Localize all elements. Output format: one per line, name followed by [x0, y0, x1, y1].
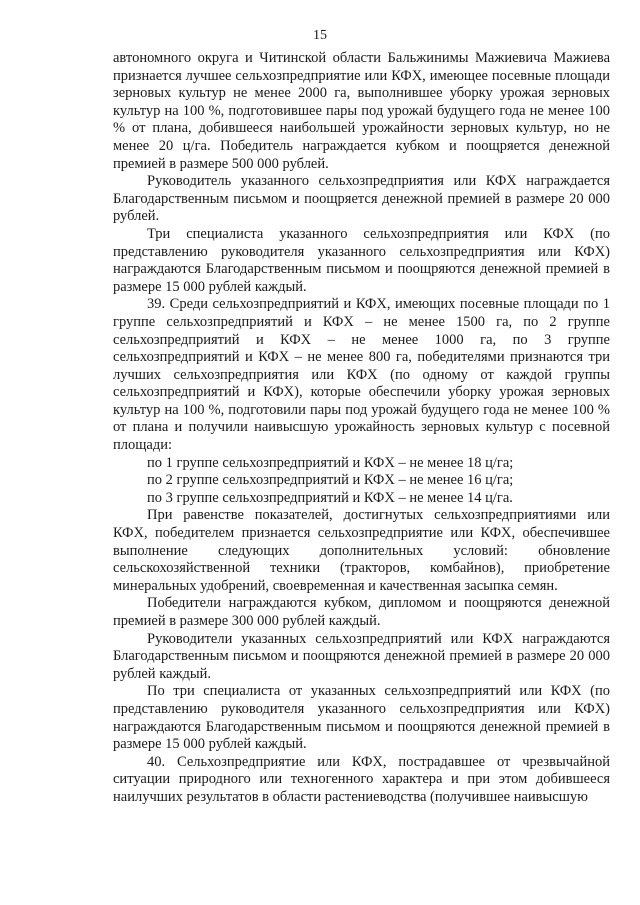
list-item-group-1: по 1 группе сельхозпредприятий и КФХ – не менее 18 ц/га;	[147, 454, 514, 471]
paragraph-heads-award: Руководители указанных сельхозпредприятий или КФХ награждаются Благодарственным письмом и поощряются денежной премией в размере 20 000 рублей каждый.	[113, 630, 610, 682]
paragraph-clause-39: 39. Среди сельхозпредприятий и КФХ, имеющих посевные площади по 1 группе сельхозпредприятий и КФХ – не менее 1500 га, по 2 группе сельхозпредприятий и КФХ – не менее 1000 га, по 3 группе сельхозпредприятий и КФХ – не менее 800 га, победителями признаются три лучших сельхозпредприятия или КФХ (по одному от каждой группы сельхозпредприятий и КФХ), которые обеспечили уборку урожая зерновых культур на 100 %, подготовили пары под урожай будущего года не менее 100 % от плана и получили наивысшую урожайность зерновых культур с посевной площади:	[113, 296, 610, 454]
body-text	[113, 50, 610, 807]
paragraph-continuation: автономного округа и Читинской области Бальжинимы Мажиевича Мажиева признается лучшее сельхозпредприятие или КФХ, имеющее посевные площади зерновых культур не менее 2000 га, выполнившее уборку урожая зерновых культур на 100 %, подготовившее пары под урожай будущего года не менее 100 % от плана, добившееся наибольшей урожайности зерновых культур, но не менее 20 ц/га. Победитель награждается кубком и поощряется денежной премией в размере 500 000 рублей.	[113, 50, 610, 172]
paragraph-winners-award: Победители награждаются кубком, дипломом и поощряются денежной премией в размере 300 000 рублей каждый.	[113, 595, 610, 629]
paragraph-specialists-award-2: По три специалиста от указанных сельхозпредприятий или КФХ (по представлению руководителя указанного сельхозпредприятия или КФХ) награждаются Благодарственным письмом и поощряются денежной премией в размере 15 000 рублей каждый.	[113, 683, 610, 753]
paragraph-specialists-award: Три специалиста указанного сельхозпредприятия или КФХ (по представлению руководителя указанного сельхозпредприятия или КФХ) награждаются Благодарственным письмом и поощряются денежной премией в размере 15 000 рублей каждый.	[113, 225, 610, 295]
paragraph-head-award: Руководитель указанного сельхозпредприятия или КФХ награждается Благодарственным письмом и поощряется денежной премией в размере 20 000 рублей.	[113, 173, 610, 225]
list-item-group-2: по 2 группе сельхозпредприятий и КФХ – не менее 16 ц/га;	[147, 472, 514, 489]
page-number: 15	[313, 28, 327, 43]
list-item-group-3: по 3 группе сельхозпредприятий и КФХ – не менее 14 ц/га.	[147, 489, 513, 506]
paragraph-tie-break: При равенстве показателей, достигнутых сельхозпредприятиями или КФХ, победителем признается сельхозпредприятие или КФХ, обеспечившее выполнение следующих дополнительных условий: обновление сельскохозяйственной техники (тракторов, комбайнов), приобретение минеральных удобрений, своевременная и качественная засыпка семян.	[113, 507, 610, 594]
paragraph-clause-40: 40. Сельхозпредприятие или КФХ, пострадавшее от чрезвычайной ситуации природного или техногенного характера и при этом добившееся наилучших результатов в области растениеводства (получившее наивысшую	[113, 753, 610, 805]
